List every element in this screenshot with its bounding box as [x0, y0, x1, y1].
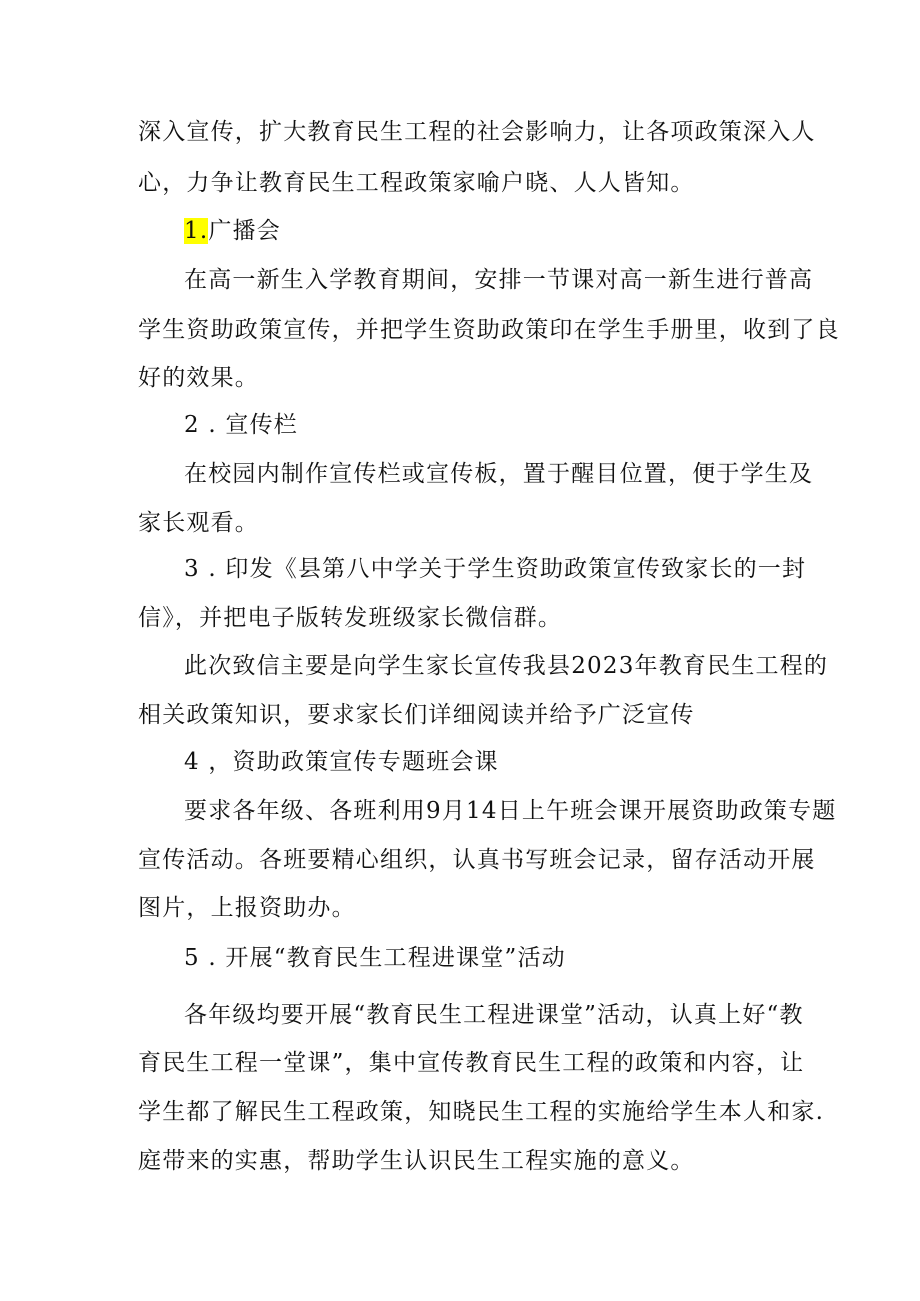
- paragraph-line: 家长观看。: [138, 510, 259, 536]
- section-heading-4: 4 ，资助政策宣传专题班会课: [184, 749, 499, 775]
- paragraph-line: 各年级均要开展“教育民生工程进课堂”活动，认真上好“教: [184, 1002, 804, 1028]
- paragraph-line: 学生都了解民生工程政策，知晓民生工程的实施给学生本人和家.: [138, 1099, 825, 1125]
- section-heading-1-label: 广播会: [208, 218, 281, 244]
- paragraph-line: 学生资助政策宣传，并把学生资助政策印在学生手册里，收到了良: [138, 317, 840, 343]
- paragraph-line: 庭带来的实惠，帮助学生认识民生工程实施的意义。: [138, 1148, 695, 1174]
- highlighted-number: 1.: [184, 218, 209, 244]
- paragraph-line: 心，力争让教育民生工程政策家喻户晓、人人皆知。: [138, 170, 695, 196]
- paragraph-line: 深入宣传，扩大教育民生工程的社会影响力，让各项政策深入人: [138, 119, 816, 145]
- paragraph-line: 此次致信主要是向学生家长宣传我县2023年教育民生工程的: [184, 653, 829, 679]
- paragraph-line: 宣传活动。各班要精心组织，认真书写班会记录，留存活动开展: [138, 847, 816, 873]
- section-heading-1: [184, 216, 281, 246]
- paragraph-line: 育民生工程一堂课”，集中宣传教育民生工程的政策和内容，让: [138, 1050, 805, 1076]
- paragraph-line: 要求各年级、各班利用9月14日上午班会课开展资助政策专题: [184, 798, 837, 824]
- paragraph-line: 好的效果。: [138, 365, 259, 391]
- paragraph-line: 相关政策知识，要求家长们详细阅读并给予广泛宣传: [138, 702, 695, 728]
- section-heading-2: 2 . 宣传栏: [184, 412, 298, 438]
- paragraph-line: 在校园内制作宣传栏或宣传板，置于醒目位置，便于学生及: [184, 461, 814, 487]
- paragraph-line: 图片，上报资助办。: [138, 895, 356, 921]
- paragraph-line: 在高一新生入学教育期间，安排一节课对高一新生进行普高: [184, 267, 814, 293]
- section-heading-5: 5 . 开展“教育民生工程进课堂”活动: [184, 945, 566, 971]
- section-heading-3: 3 . 印发《县第八中学关于学生资助政策宣传致家长的一封: [184, 556, 807, 582]
- paragraph-line: 信》，并把电子版转发班级家长微信群。: [138, 605, 563, 631]
